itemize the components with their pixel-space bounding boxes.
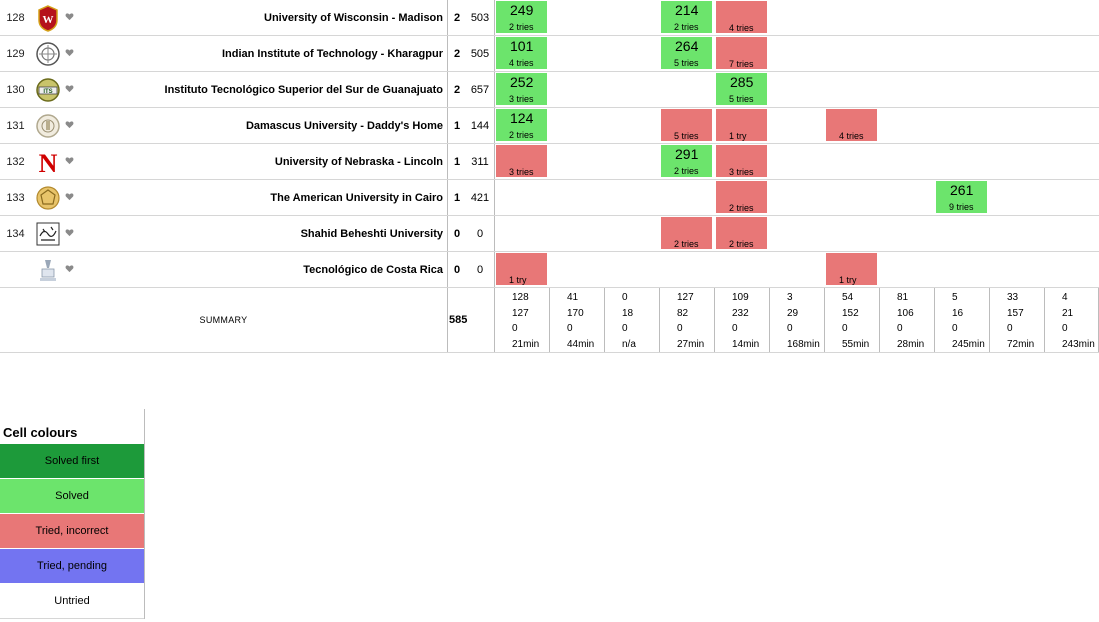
problem-cell [990, 108, 1045, 144]
summary-problem-stats [660, 288, 715, 353]
team-name[interactable]: Shahid Beheshti University [79, 216, 448, 252]
summary-solved: 54 [842, 292, 854, 303]
team-row [0, 0, 1099, 36]
summary-solved: 5 [952, 292, 958, 303]
tries-count: 4 tries [839, 131, 864, 141]
problem-cell [1045, 252, 1099, 288]
problem-cell [550, 216, 605, 252]
summary-pending: 0 [567, 323, 573, 335]
solve-time: 285 [730, 74, 754, 90]
summary-problem-stats [935, 288, 990, 353]
problem-cell[interactable] [495, 72, 550, 108]
favourite-cell [65, 108, 79, 144]
problem-cell [935, 144, 990, 180]
team-solved-count: 2 [448, 72, 467, 108]
problem-cell [605, 36, 660, 72]
team-logo-cell [31, 252, 65, 288]
solve-time: 249 [510, 2, 534, 18]
problem-cell [880, 252, 935, 288]
team-row [0, 216, 1099, 252]
problem-cell [880, 36, 935, 72]
legend-tried-pending: Tried, pending [0, 549, 144, 584]
summary-solved: 127 [677, 292, 694, 303]
problem-cell[interactable] [660, 216, 715, 252]
team-solved-count: 1 [448, 108, 467, 144]
failed-cell[interactable] [661, 217, 712, 249]
problem-cell [880, 0, 935, 36]
summary-first-solve-time: n/a [622, 338, 636, 350]
problem-cell [1045, 108, 1099, 144]
failed-cell[interactable] [826, 253, 877, 285]
solve-time: 101 [510, 38, 534, 54]
solved-cell[interactable] [716, 73, 767, 105]
summary-problem-stats [715, 288, 770, 353]
team-penalty-time: 0 [466, 252, 495, 288]
summary-attempts: 232 [732, 307, 749, 319]
problem-cell [825, 0, 880, 36]
problem-cell[interactable] [715, 0, 770, 36]
problem-cell [550, 180, 605, 216]
problem-cell[interactable] [660, 36, 715, 72]
problem-cell [770, 108, 825, 144]
summary-solved: 33 [1007, 292, 1019, 303]
favourite-cell [65, 72, 79, 108]
summary-problem-stats [990, 288, 1045, 353]
team-row [0, 180, 1099, 216]
problem-cell [770, 0, 825, 36]
problem-cell [770, 252, 825, 288]
problem-cell[interactable] [935, 180, 990, 216]
team-rank: 128 [0, 0, 31, 36]
favourite-cell [65, 36, 79, 72]
failed-cell[interactable] [716, 109, 767, 141]
summary-pending: 0 [842, 323, 848, 335]
tries-count: 5 tries [729, 94, 754, 104]
summary-first-solve-time: 14min [732, 338, 760, 350]
tries-count: 2 tries [674, 239, 699, 249]
solved-cell[interactable] [661, 145, 712, 177]
summary-attempts: 170 [567, 307, 584, 319]
problem-cell[interactable] [825, 108, 880, 144]
problem-cell [880, 180, 935, 216]
summary-pending: 0 [897, 323, 903, 335]
favourite-heart-icon[interactable] [65, 228, 74, 240]
problem-cell [1045, 0, 1099, 36]
tries-count: 7 tries [729, 59, 754, 69]
tries-count: 1 try [509, 275, 527, 285]
team-rank: 130 [0, 72, 31, 108]
cell-colour-legend [0, 409, 145, 619]
legend-tried-incorrect: Tried, incorrect [0, 514, 144, 549]
summary-pending: 0 [787, 323, 793, 335]
team-penalty-time: 144 [466, 108, 495, 144]
team-rank: 132 [0, 144, 31, 180]
problem-cell [550, 36, 605, 72]
problem-cell [660, 180, 715, 216]
problem-cell [770, 144, 825, 180]
tries-count: 2 tries [729, 239, 754, 249]
team-row [0, 252, 1099, 288]
problem-cell [605, 72, 660, 108]
problem-cell [770, 72, 825, 108]
itssg-logo-icon [35, 76, 61, 104]
problem-cell [880, 72, 935, 108]
summary-attempts: 21 [1062, 307, 1074, 319]
team-logo-cell [31, 0, 65, 36]
problem-cell [825, 180, 880, 216]
team-solved-count: 1 [448, 180, 467, 216]
summary-attempts: 18 [622, 307, 634, 319]
problem-cell [880, 216, 935, 252]
solve-time: 291 [675, 146, 699, 162]
team-logo-cell [31, 72, 65, 108]
problem-cell[interactable] [660, 0, 715, 36]
team-name[interactable]: Damascus University - Daddy's Home [79, 108, 448, 144]
solved-cell[interactable] [496, 1, 547, 33]
failed-cell[interactable] [716, 181, 767, 213]
favourite-cell [65, 144, 79, 180]
problem-cell [935, 108, 990, 144]
solved-cell[interactable] [496, 37, 547, 69]
problem-cell [605, 0, 660, 36]
team-logo-cell [31, 180, 65, 216]
team-penalty-time: 0 [466, 216, 495, 252]
summary-label: SUMMARY [0, 288, 448, 353]
summary-pending: 0 [622, 323, 628, 335]
summary-first-solve-time: 21min [512, 338, 540, 350]
summary-first-solve-time: 55min [842, 338, 870, 350]
team-name[interactable]: Indian Institute of Technology - Kharagpur [79, 36, 448, 72]
problem-cell [825, 36, 880, 72]
problem-cell [550, 0, 605, 36]
favourite-cell [65, 252, 79, 288]
tries-count: 3 tries [509, 94, 534, 104]
problem-cell [990, 0, 1045, 36]
team-row [0, 72, 1099, 108]
team-rank: 131 [0, 108, 31, 144]
failed-cell[interactable] [496, 145, 547, 177]
failed-cell[interactable] [716, 145, 767, 177]
auc-logo-icon [35, 184, 61, 212]
problem-cell[interactable] [715, 216, 770, 252]
tries-count: 2 tries [509, 130, 534, 140]
favourite-heart-icon[interactable] [65, 264, 74, 276]
summary-solved: 109 [732, 292, 749, 303]
svg-text:ITS: ITS [43, 88, 53, 95]
summary-pending: 0 [1062, 323, 1068, 335]
problem-cell [660, 72, 715, 108]
solved-cell[interactable] [496, 73, 547, 105]
summary-attempts: 127 [512, 307, 529, 319]
summary-row [0, 288, 1099, 353]
solved-cell[interactable] [661, 1, 712, 33]
summary-solved: 4 [1062, 292, 1068, 303]
team-logo-cell [31, 144, 65, 180]
team-solved-count: 0 [448, 216, 467, 252]
tries-count: 2 tries [729, 203, 754, 213]
problem-cell[interactable] [715, 36, 770, 72]
problem-cell [990, 252, 1045, 288]
wisconsin-logo-icon [35, 4, 61, 32]
problem-cell [990, 36, 1045, 72]
problem-cell[interactable] [715, 72, 770, 108]
team-row [0, 36, 1099, 72]
summary-pending: 0 [1007, 323, 1013, 335]
solve-time: 261 [950, 182, 974, 198]
tries-count: 5 tries [674, 131, 699, 141]
tries-count: 9 tries [949, 202, 974, 212]
summary-problem-stats [605, 288, 660, 353]
team-logo-cell [31, 36, 65, 72]
summary-problem-stats [1045, 288, 1099, 353]
problem-cell [660, 252, 715, 288]
solve-time: 252 [510, 74, 534, 90]
problem-cell[interactable] [660, 108, 715, 144]
solved-cell[interactable] [936, 181, 987, 213]
summary-first-solve-time: 44min [567, 338, 595, 350]
favourite-heart-icon[interactable] [65, 12, 74, 24]
problem-cell[interactable] [715, 108, 770, 144]
team-rank: 134 [0, 216, 31, 252]
failed-cell[interactable] [716, 1, 767, 33]
legend-title: Cell colours [3, 425, 78, 440]
problem-cell[interactable] [715, 180, 770, 216]
problem-cell [605, 108, 660, 144]
problem-cell [990, 72, 1045, 108]
team-row [0, 144, 1099, 180]
team-name[interactable]: Instituto Tecnológico Superior del Sur de Guanajuato [79, 72, 448, 108]
problem-cell [550, 252, 605, 288]
team-rank [0, 252, 31, 288]
tries-count: 3 tries [729, 167, 754, 177]
favourite-cell [65, 180, 79, 216]
solve-time: 214 [675, 2, 699, 18]
tries-count: 1 try [839, 275, 857, 285]
failed-cell[interactable] [661, 109, 712, 141]
problem-cell [1045, 72, 1099, 108]
summary-total: 585 [448, 288, 495, 353]
svg-text:N: N [38, 148, 58, 178]
problem-cell [935, 72, 990, 108]
problem-cell [495, 216, 550, 252]
summary-pending: 0 [512, 323, 518, 335]
summary-problem-stats [550, 288, 605, 353]
summary-problem-stats [770, 288, 825, 353]
team-solved-count: 0 [448, 252, 467, 288]
problem-cell [990, 216, 1045, 252]
tec-costa-rica-logo-icon [35, 256, 61, 284]
summary-pending: 0 [732, 323, 738, 335]
solved-cell[interactable] [496, 109, 547, 141]
tries-count: 1 try [729, 131, 747, 141]
favourite-heart-icon[interactable] [65, 84, 74, 96]
solved-cell[interactable] [661, 37, 712, 69]
problem-cell [990, 180, 1045, 216]
problem-cell [825, 144, 880, 180]
problem-cell [880, 108, 935, 144]
favourite-cell [65, 0, 79, 36]
legend-untried: Untried [0, 584, 144, 619]
tries-count: 5 tries [674, 58, 699, 68]
problem-cell [935, 0, 990, 36]
svg-text:W: W [42, 13, 54, 26]
problem-cell [880, 144, 935, 180]
failed-cell[interactable] [716, 217, 767, 249]
solve-time: 124 [510, 110, 534, 126]
team-penalty-time: 503 [466, 0, 495, 36]
problem-cell [990, 144, 1045, 180]
problem-cell [1045, 216, 1099, 252]
summary-first-solve-time: 27min [677, 338, 705, 350]
problem-cell [550, 144, 605, 180]
problem-cell [605, 216, 660, 252]
team-rank: 133 [0, 180, 31, 216]
team-solved-count: 2 [448, 36, 467, 72]
problem-cell [605, 180, 660, 216]
summary-solved: 128 [512, 292, 529, 303]
problem-cell[interactable] [495, 252, 550, 288]
summary-solved: 3 [787, 292, 793, 303]
problem-cell[interactable] [495, 144, 550, 180]
legend-solved-first: Solved first [0, 444, 144, 479]
problem-cell [605, 252, 660, 288]
summary-attempts: 29 [787, 307, 799, 319]
team-solved-count: 1 [448, 144, 467, 180]
favourite-heart-icon[interactable] [65, 156, 74, 168]
problem-cell[interactable] [495, 0, 550, 36]
problem-cell[interactable] [495, 108, 550, 144]
team-penalty-time: 657 [466, 72, 495, 108]
problem-cell[interactable] [495, 36, 550, 72]
summary-solved: 81 [897, 292, 909, 303]
problem-cell [935, 252, 990, 288]
team-logo-cell [31, 108, 65, 144]
summary-first-solve-time: 72min [1007, 338, 1035, 350]
solve-time: 264 [675, 38, 699, 54]
tries-count: 2 tries [674, 22, 699, 32]
summary-attempts: 157 [1007, 307, 1024, 319]
problem-cell[interactable] [715, 144, 770, 180]
damascus-logo-icon [35, 112, 61, 140]
favourite-cell [65, 216, 79, 252]
legend-solved: Solved [0, 479, 144, 514]
team-name[interactable]: University of Wisconsin - Madison [79, 0, 448, 36]
summary-attempts: 82 [677, 307, 689, 319]
nebraska-logo-icon [35, 148, 61, 176]
team-penalty-time: 311 [466, 144, 495, 180]
failed-cell[interactable] [826, 109, 877, 141]
summary-attempts: 16 [952, 307, 964, 319]
problem-cell [1045, 180, 1099, 216]
problem-cell [770, 180, 825, 216]
beheshti-logo-icon [35, 220, 61, 248]
summary-solved: 0 [622, 292, 628, 303]
tries-count: 4 tries [729, 23, 754, 33]
summary-attempts: 106 [897, 307, 914, 319]
summary-attempts: 152 [842, 307, 859, 319]
tries-count: 4 tries [509, 58, 534, 68]
team-name[interactable]: Tecnológico de Costa Rica [79, 252, 448, 288]
team-row [0, 108, 1099, 144]
favourite-heart-icon[interactable] [65, 192, 74, 204]
problem-cell [550, 72, 605, 108]
problem-cell [825, 72, 880, 108]
favourite-heart-icon[interactable] [65, 48, 74, 60]
team-solved-count: 2 [448, 0, 467, 36]
failed-cell[interactable] [716, 37, 767, 69]
favourite-heart-icon[interactable] [65, 120, 74, 132]
tries-count: 2 tries [509, 22, 534, 32]
problem-cell[interactable] [825, 252, 880, 288]
problem-cell [770, 216, 825, 252]
summary-problem-stats [880, 288, 935, 353]
team-penalty-time: 505 [466, 36, 495, 72]
summary-problem-stats [825, 288, 880, 353]
summary-pending: 0 [677, 323, 683, 335]
failed-cell[interactable] [496, 253, 547, 285]
team-name[interactable]: The American University in Cairo [79, 180, 448, 216]
team-logo-cell [31, 216, 65, 252]
team-rank: 129 [0, 36, 31, 72]
summary-solved: 41 [567, 292, 579, 303]
summary-problem-stats [495, 288, 550, 353]
summary-pending: 0 [952, 323, 958, 335]
problem-cell [935, 36, 990, 72]
tries-count: 3 tries [509, 167, 534, 177]
problem-cell [935, 216, 990, 252]
problem-cell[interactable] [660, 144, 715, 180]
team-penalty-time: 421 [466, 180, 495, 216]
problem-cell [715, 252, 770, 288]
problem-cell [1045, 144, 1099, 180]
summary-first-solve-time: 28min [897, 338, 925, 350]
problem-cell [1045, 36, 1099, 72]
tries-count: 2 tries [674, 166, 699, 176]
problem-cell [550, 108, 605, 144]
team-name[interactable]: University of Nebraska - Lincoln [79, 144, 448, 180]
problem-cell [605, 144, 660, 180]
problem-cell [495, 180, 550, 216]
iit-kharagpur-logo-icon [35, 40, 61, 68]
problem-cell [825, 216, 880, 252]
summary-first-solve-time: 245min [952, 338, 985, 350]
problem-cell [770, 36, 825, 72]
summary-first-solve-time: 168min [787, 338, 820, 350]
summary-first-solve-time: 243min [1062, 338, 1095, 350]
